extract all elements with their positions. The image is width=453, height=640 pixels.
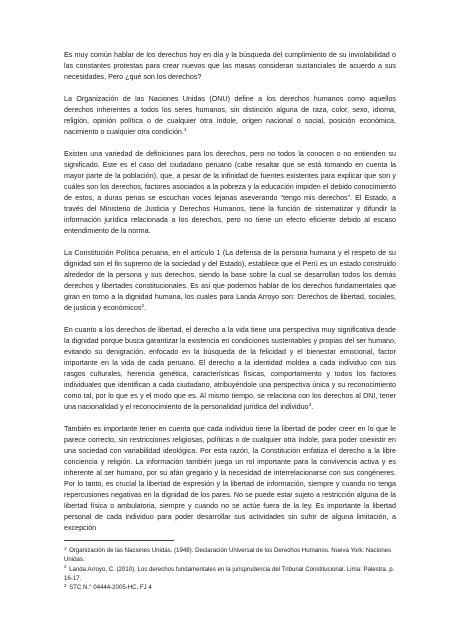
- footnote-text: Organización de las Naciones Unidas. (1948). Declaración Universal de los Derechos Humanos. Nueva York: Naciones Unidas.: [64, 547, 392, 564]
- footnote-3: [64, 583, 396, 592]
- paragraph-text: La Constitución Política peruana, en el artículo 1 (La defensa de la persona humana y el respeto de su dignidad son el fin supremo de la sociedad y del Estado), establece que el Perú es un estado construido alrededor de la persona y sus derechos, siendo la base sobre la cual se desarrollan todos los demás derechos y libertades constitucionales. Es así que podemos hablar de los derechos fundamentales que giran en torno a la dignidad humana, los cuales para Landa Arroyo son: Derechos de libertad, sociales, de justicia y económicos: [64, 249, 396, 312]
- footnote-text: Landa Arroyo, C. (2010). Los derechos fundamentales en la jurisprudencia del Tribunal Constitucional. Lima: Palestra. p. 16-17.: [64, 565, 395, 582]
- paragraph-2: [64, 94, 396, 138]
- footnote-number: 1: [64, 545, 67, 551]
- document-body: [64, 50, 396, 534]
- footnote-ref[interactable]: 3: [308, 403, 312, 408]
- paragraph-end-punctuation: .: [311, 403, 314, 411]
- footnote-separator: [64, 540, 174, 541]
- paragraph-text: Existen una variedad de definiciones para los derechos, pero no todos la conocen o no entienden su significado. Este es el caso del ciudadano peruano (cabe resaltar que se está tomando en cuenta la mayor parte de la población), que, a pesar de la infinidad de fuentes existentes para explicar que son y cuáles son los derechos, factores asociados a la pobreza y la educación impiden el debido conocimiento de estos, a duras penas se escuchan voces lejanas aseverando “tengo mis derechos”. El Estado, a través del Ministerio de Justicia y Derechos Humanos, tiene la función de sistematizar y difundir la información jurídica relacionada a los derechos, pero no tiene un efecto eficiente debido al escaso entendimiento de la norma.: [64, 150, 396, 235]
- footnote-text: STC N.° 04444-2005-HC, FJ 4: [69, 584, 152, 592]
- footnote-ref[interactable]: 2: [141, 304, 145, 309]
- paragraph-3: [64, 149, 396, 237]
- footnote-number: 2: [64, 564, 67, 570]
- footnote-ref[interactable]: 1: [183, 128, 187, 133]
- footnote-2: [64, 565, 396, 584]
- paragraph-text: También es importante tener en cuenta que cada individuo tiene la libertad de poder creer en lo que le parece correcto, sin restricciones religiosas, políticas o de cualquier otra índole, para poder coexistir en una sociedad con variabilidad ideológica. Por esta razón, la Constitución enfatiza el derecho a la libre conciencia y religión. La información también juega un rol importante para la convivencia activa y es inherente al ser humano, por su afán gregario y la necesidad de interrelacionarse con sus congéneres. Por lo tanto, es crucial la libertad de expresión y la libertad de información, siempre y cuando no tenga repercusiones negativas en la dignidad de los pares. No se puede estar sujeto a restricción alguna de la libertad física o ambulatoria, siempre y cuando no se actúe fuera de la ley. Es importante la libertad personal de cada individuo para poder desarrollar sus actividades sin sufrir de alguna limitación, a excepción: [64, 425, 396, 532]
- footnote-1: [64, 546, 396, 565]
- paragraph-1: [64, 50, 396, 83]
- footnote-number: 3: [64, 582, 67, 588]
- footnotes-section: [64, 546, 396, 592]
- paragraph-5: [64, 325, 396, 413]
- paragraph-end-punctuation: .: [144, 304, 147, 312]
- paragraph-4: [64, 248, 396, 314]
- paragraph-text: En cuanto a los derechos de libertad, el derecho a la vida tiene una perspectiva muy significativa desde la dignidad porque busca garantizar la existencia en condiciones sustentables y propias del ser humano, evitando su denigración, enfocado en la búsqueda de la felicidad y el bienestar emocional, factor importante en la vida de cada peruano. El derecho a la identidad moldea a cada individuo con sus rasgos culturales, herencia genética, características físicas, comportamiento y todos los factores individuales que identifican a cada ciudadano, atribuyéndole una perspectiva única y su reconocimiento como tal, por lo que es y el modo que es. Al mismo tiempo, se relaciona con los derechos al DNI, tener una nacionalidad y el reconocimiento de la personalidad jurídica del individuo: [64, 326, 396, 411]
- paragraph-text: Es muy común hablar de los derechos hoy en día y la búsqueda del cumplimiento de su inviolabilidad o las constantes protestas para crear nuevos que las masas consideran sustanciales de acuerdo a sus necesidades, Pero ¿qué son los derechos?: [64, 51, 396, 81]
- paragraph-6: [64, 424, 396, 534]
- paragraph-text: La Organización de las Naciones Unidas (ONU) define a los derechos humanos como aquellos derechos inherentes a todos los seres humanos, sin distinción alguna de raza, color, sexo, idioma, religión, opinión política o de cualquier otra índole, origen nacional o social, posición económica, nacimiento o cualquier otra condición.: [64, 95, 396, 136]
